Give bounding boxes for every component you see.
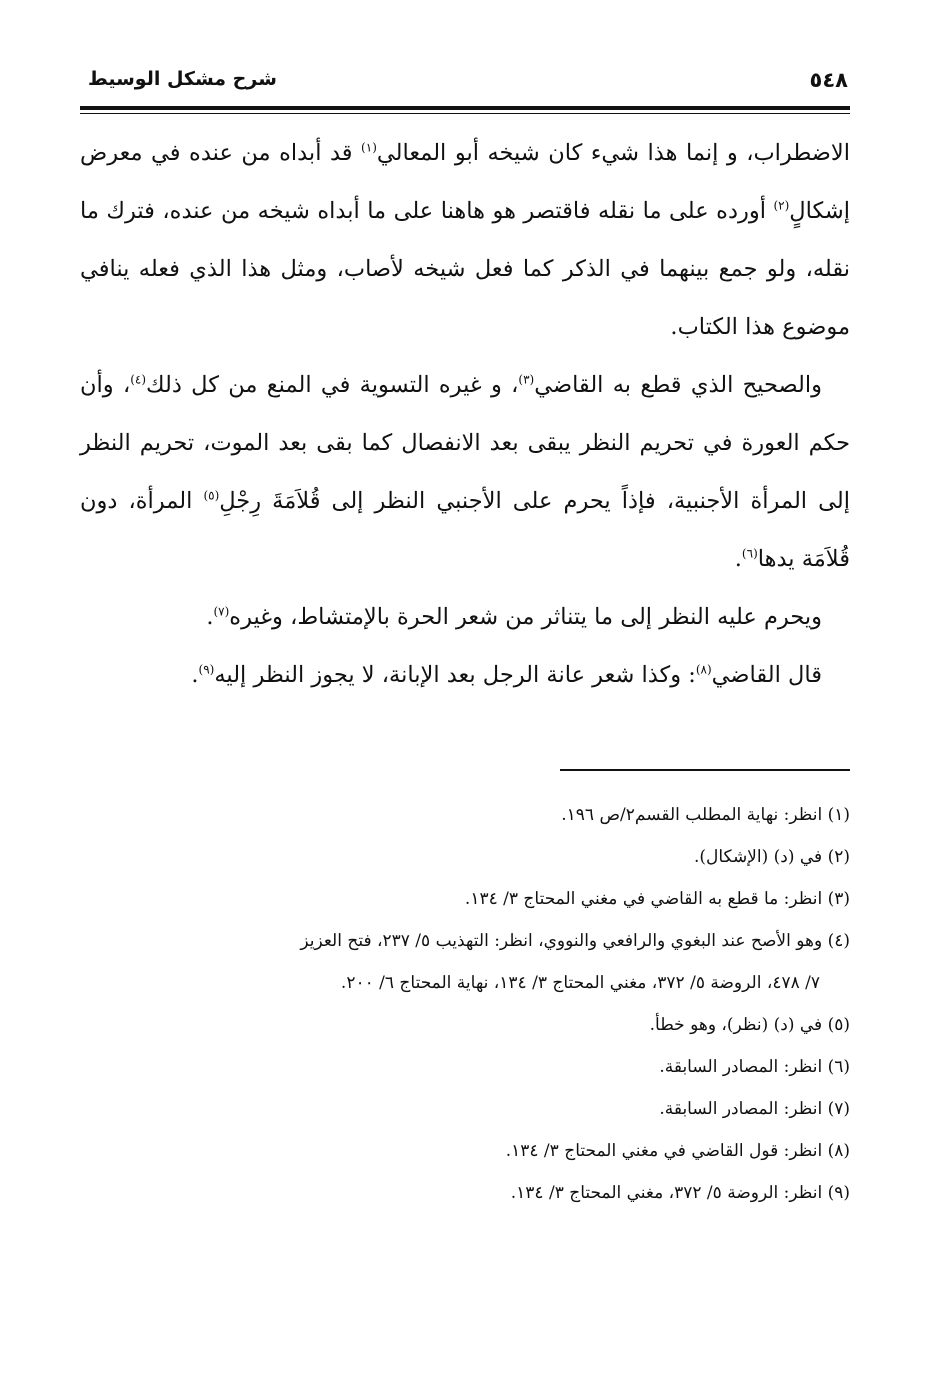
footnote-ref: (٢) (773, 198, 790, 213)
main-text (80, 124, 850, 704)
footnote-text: (٤) وهو الأصح عند البغوي والرافعي والنووي، انظر: التهذيب ٥/ ٢٣٧، فتح العزيز (300, 931, 850, 951)
running-head (80, 68, 850, 100)
text-run: قال القاضي (711, 662, 822, 688)
footnote-ref: (٩) (198, 662, 215, 677)
footnote-text: (٧) انظر: المصادر السابقة. (659, 1099, 850, 1119)
paragraph-1 (80, 124, 850, 356)
text-run: ويحرم عليه النظر إلى ما يتناثر من شعر الحرة بالإمتشاط، وغيره (229, 604, 822, 630)
header-rule-thin (80, 113, 850, 114)
footnote-text: (٩) انظر: الروضة ٥/ ٣٧٢، مغني المحتاج ٣/ ١٣٤. (510, 1183, 850, 1203)
footnote-text: (٢) في (د) (الإشكال). (693, 847, 850, 867)
footnote-text: (٦) انظر: المصادر السابقة. (659, 1057, 850, 1077)
footnote-ref: (٥) (203, 488, 220, 503)
text-run: . (206, 604, 214, 630)
footnote-ref: (٨) (695, 662, 712, 677)
footnotes (80, 794, 850, 1214)
footnote (80, 1046, 850, 1088)
text-run: أورده على ما نقله فاقتصر هو هاهنا على ما أبداه شيخه من عنده، فترك ما نقله، ولو جمع بينهما في الذكر كما فعل شيخه لأصاب، ومثل هذا الذي فعله ينافي موضوع هذا الكتاب. (80, 198, 850, 340)
footnote-text: (١) انظر: نهاية المطلب القسم٢/ص ١٩٦. (561, 805, 850, 825)
header-rule-thick (80, 106, 850, 110)
paragraph-3 (80, 588, 850, 646)
footnote (80, 878, 850, 920)
footnote (80, 1130, 850, 1172)
text-run: الاضطراب، و إنما هذا شيء كان شيخه أبو المعالي (376, 140, 850, 166)
footnote (80, 1004, 850, 1046)
text-run: قد أبداه من عنده في معرض إشكالٍ (80, 140, 850, 224)
book-page (80, 0, 850, 1375)
footnote (80, 1088, 850, 1130)
footnote (80, 920, 850, 1004)
footnote (80, 1172, 850, 1214)
text-run: ، وأن حكم العورة في تحريم النظر يبقى بعد الانفصال كما بقى بعد الموت، تحريم النظر إلى المرأة الأجنبية، فإذاً يحرم على الأجنبي النظر إلى قُلاَمَةَ رِجْلِ (80, 372, 851, 514)
footnote (80, 794, 850, 836)
footnote-separator (560, 769, 850, 771)
text-run: المرأة، دون قُلاَمَة يدها (80, 488, 850, 572)
footnote-ref: (٧) (213, 604, 230, 619)
footnote-text: (٨) انظر: قول القاضي في مغني المحتاج ٣/ ١٣٤. (505, 1141, 850, 1161)
footnote-ref: (٣) (518, 372, 535, 387)
footnote-ref: (١) (361, 140, 377, 155)
footnote-continuation: ٧/ ٤٧٨، الروضة ٥/ ٣٧٢، مغني المحتاج ٣/ ١٣٤، نهاية المحتاج ٦/ ٢٠٠. (340, 973, 820, 993)
paragraph-4 (80, 646, 850, 704)
footnote-ref: (٤) (130, 372, 147, 387)
text-run: : وكذا شعر عانة الرجل بعد الإبانة، لا يجوز النظر إليه (214, 662, 696, 688)
page-number: ٥٤٨ (809, 68, 848, 92)
footnote-text: (٣) انظر: ما قطع به القاضي في مغني المحتاج ٣/ ١٣٤. (464, 889, 850, 909)
text-run: ، و غيره التسوية في المنع من كل ذلك (146, 372, 519, 398)
book-title: شرح مشكل الوسيط (88, 68, 277, 90)
paragraph-2 (80, 356, 850, 588)
text-run: . (191, 662, 199, 688)
text-run: . (734, 546, 742, 572)
footnote-text: (٥) في (د) (نظر)، وهو خطأ. (649, 1015, 850, 1035)
text-run: والصحيح الذي قطع به القاضي (534, 372, 822, 398)
footnote (80, 836, 850, 878)
footnote-ref: (٦) (741, 546, 758, 561)
